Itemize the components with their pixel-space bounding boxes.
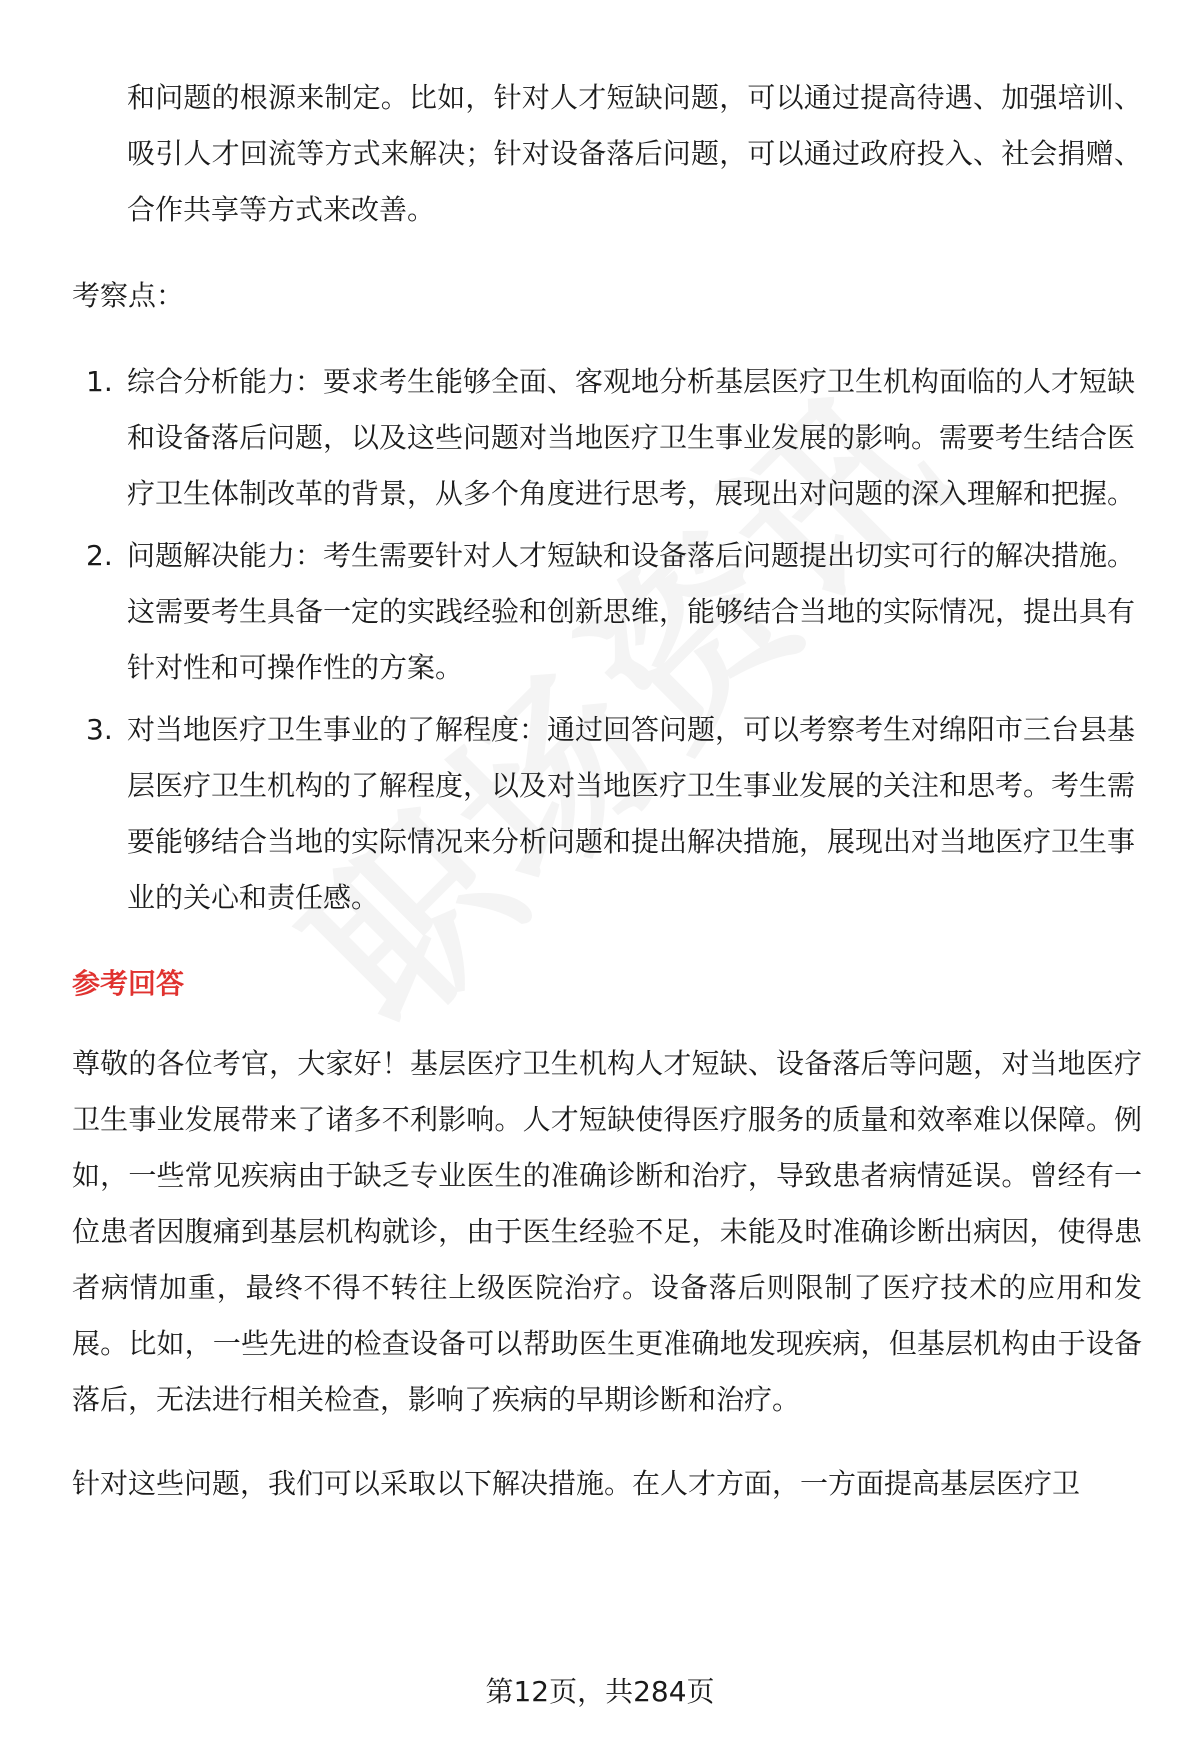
list-item-text: 综合分析能力：要求考生能够全面、客观地分析基层医疗卫生机构面临的人才短缺和设备落后问题，以及这些问题对当地医疗卫生事业发展的影响。需要考生结合医疗卫生体制改革的背景，从多个角度进行思考，展现出对问题的深入理解和把握。 (127, 365, 1136, 510)
intro-paragraph: 和问题的根源来制定。比如，针对人才短缺问题，可以通过提高待遇、加强培训、吸引人才回流等方式来解决；针对设备落后问题，可以通过政府投入、社会捐赠、合作共享等方式来改善。 (127, 81, 1142, 226)
list-item-number: 3. (86, 713, 113, 746)
assessment-label: 考察点： (72, 279, 185, 312)
list-item (72, 354, 1142, 522)
list-item-number: 2. (86, 539, 113, 572)
list-item-number: 1. (86, 365, 113, 398)
reference-answer-paragraph: 尊敬的各位考官，大家好！基层医疗卫生机构人才短缺、设备落后等问题，对当地医疗卫生事业发展带来了诸多不利影响。人才短缺使得医疗服务的质量和效率难以保障。例如，一些常见疾病由于缺乏专业医生的准确诊断和治疗，导致患者病情延误。曾经有一位患者因腹痛到基层机构就诊，由于医生经验不足，未能及时准确诊断出病因，使得患者病情加重，最终不得不转往上级医院治疗。设备落后则限制了医疗技术的应用和发展。比如，一些先进的检查设备可以帮助医生更准确地发现疾病，但基层机构由于设备落后，无法进行相关检查，影响了疾病的早期诊断和治疗。 (72, 1047, 1142, 1416)
list-item-text: 对当地医疗卫生事业的了解程度：通过回答问题，可以考察考生对绵阳市三台县基层医疗卫生机构的了解程度，以及对当地医疗卫生事业发展的关注和思考。考生需要能够结合当地的实际情况来分析问题和提出解决措施，展现出对当地医疗卫生事业的关心和责任感。 (127, 713, 1136, 914)
list-item-text: 问题解决能力：考生需要针对人才短缺和设备落后问题提出切实可行的解决措施。这需要考生具备一定的实践经验和创新思维，能够结合当地的实际情况，提出具有针对性和可操作性的方案。 (127, 539, 1136, 684)
page-number: 第12页，共284页 (485, 1675, 715, 1708)
assessment-list (72, 354, 1142, 926)
list-item (72, 528, 1142, 696)
list-item (72, 702, 1142, 926)
reference-answer-heading: 参考回答 (72, 967, 185, 1000)
reference-answer-paragraph-continued: 针对这些问题，我们可以采取以下解决措施。在人才方面，一方面提高基层医疗卫 (72, 1467, 1081, 1500)
document-body (72, 70, 1142, 1512)
